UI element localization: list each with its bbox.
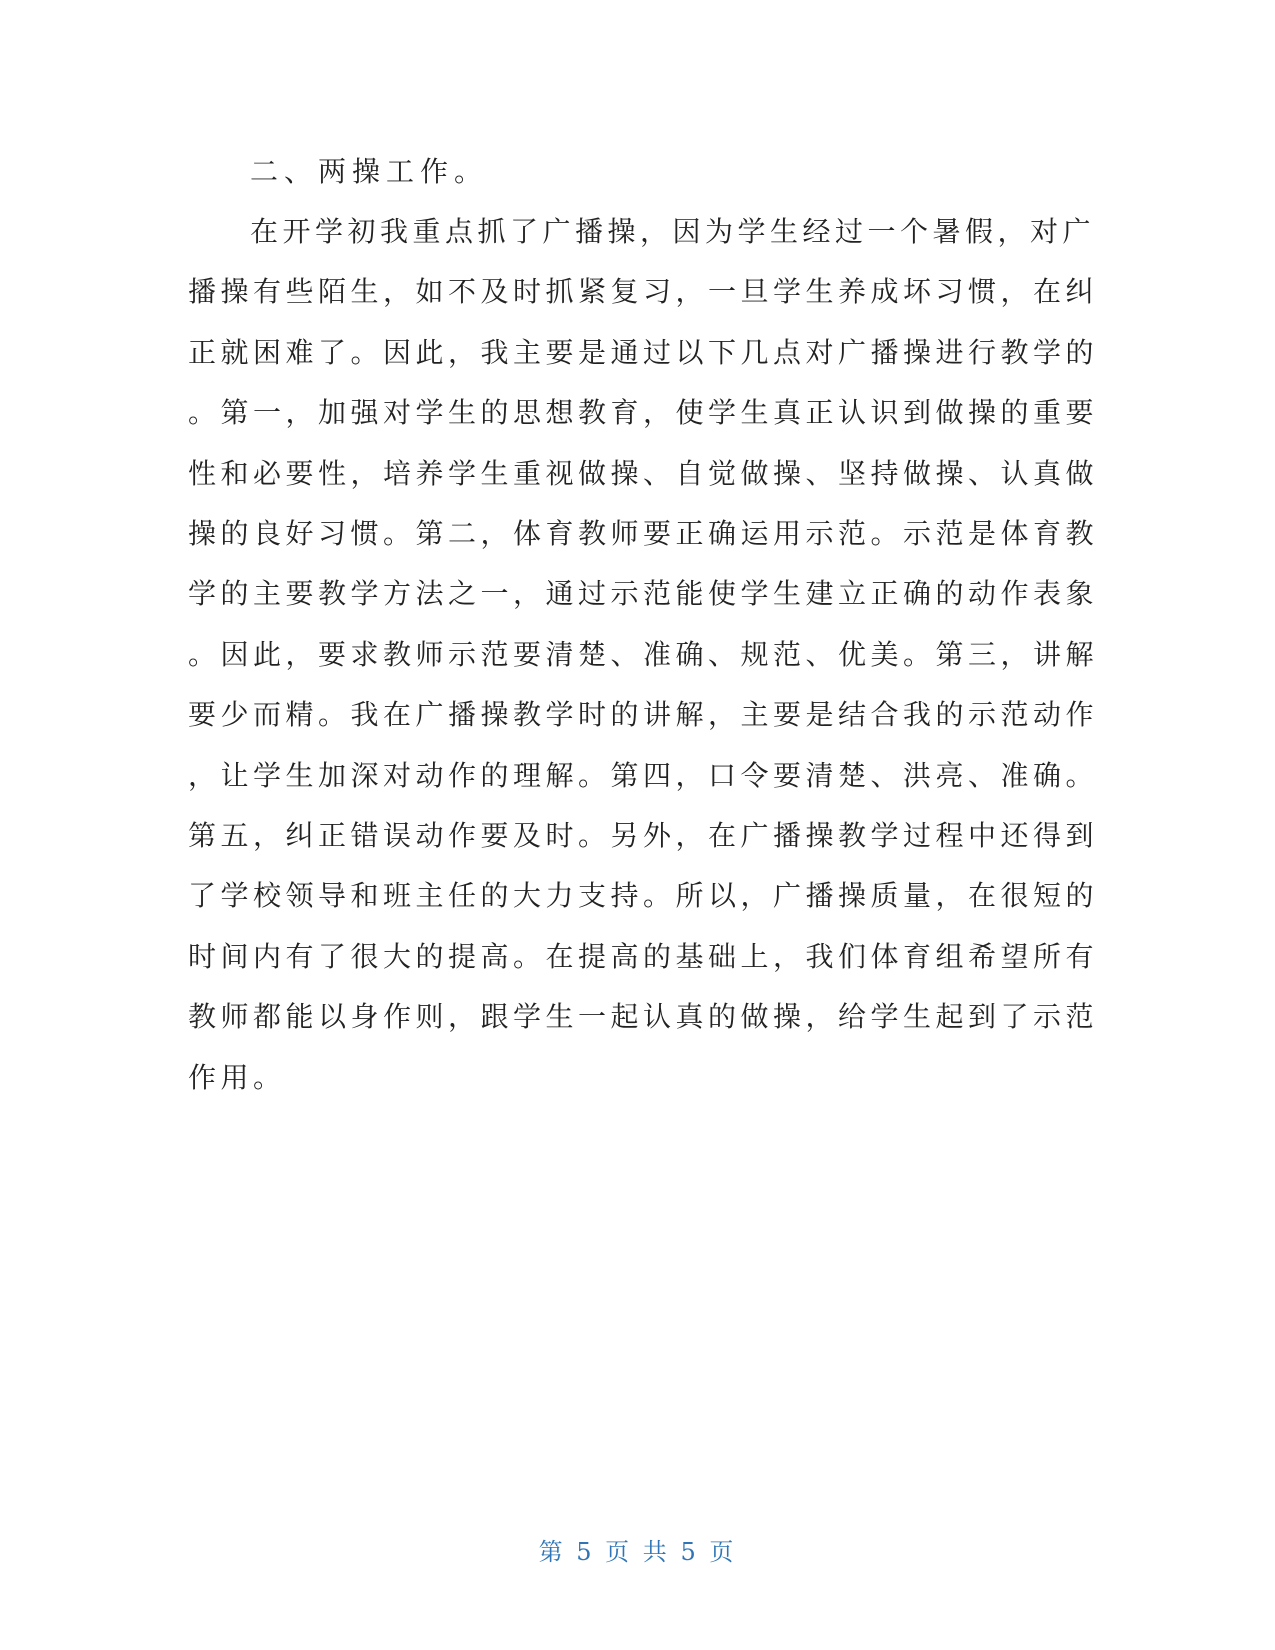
paragraph-line: 性和必要性，培养学生重视做操、自觉做操、坚持做操、认真做 (188, 456, 1099, 490)
paragraph-line: 正就困难了。因此，我主要是通过以下几点对广播操进行教学的 (188, 335, 1099, 369)
paragraph-line: 时间内有了很大的提高。在提高的基础上，我们体育组希望所有 (188, 939, 1099, 973)
paragraph-line: 了学校领导和班主任的大力支持。所以，广播操质量，在很短的 (188, 879, 1099, 913)
paragraph-line: 。第一，加强对学生的思想教育，使学生真正认识到做操的重要 (188, 396, 1099, 430)
paragraph-line: 操的良好习惯。第二，体育教师要正确运用示范。示范是体育教 (188, 517, 1099, 551)
paragraph-line: 作用。 (188, 1060, 286, 1094)
paragraph-line: 。因此，要求教师示范要清楚、准确、规范、优美。第三，讲解 (188, 637, 1099, 671)
paragraph-line: 教师都能以身作则，跟学生一起认真的做操，给学生起到了示范 (188, 1000, 1099, 1034)
section-heading: 二、两操工作。 (250, 155, 489, 188)
paragraph-line: 要少而精。我在广播操教学时的讲解，主要是结合我的示范动作 (188, 698, 1099, 732)
document-body (188, 142, 1099, 1108)
paragraph-line: 学的主要教学方法之一，通过示范能使学生建立正确的动作表象 (188, 577, 1099, 611)
paragraph-line: 第五，纠正错误动作要及时。另外，在广播操教学过程中还得到 (188, 819, 1099, 853)
body-paragraph (188, 202, 1099, 1108)
page-footer (0, 1534, 1275, 1570)
page-number-label: 第 5 页 共 5 页 (538, 1538, 737, 1566)
paragraph-line: 在开学初我重点抓了广播操，因为学生经过一个暑假，对广 (250, 215, 1096, 248)
paragraph-line: 播操有些陌生，如不及时抓紧复习，一旦学生养成坏习惯，在纠 (188, 275, 1099, 309)
paragraph-line: ，让学生加深对动作的理解。第四，口令要清楚、洪亮、准确。 (188, 758, 1099, 792)
